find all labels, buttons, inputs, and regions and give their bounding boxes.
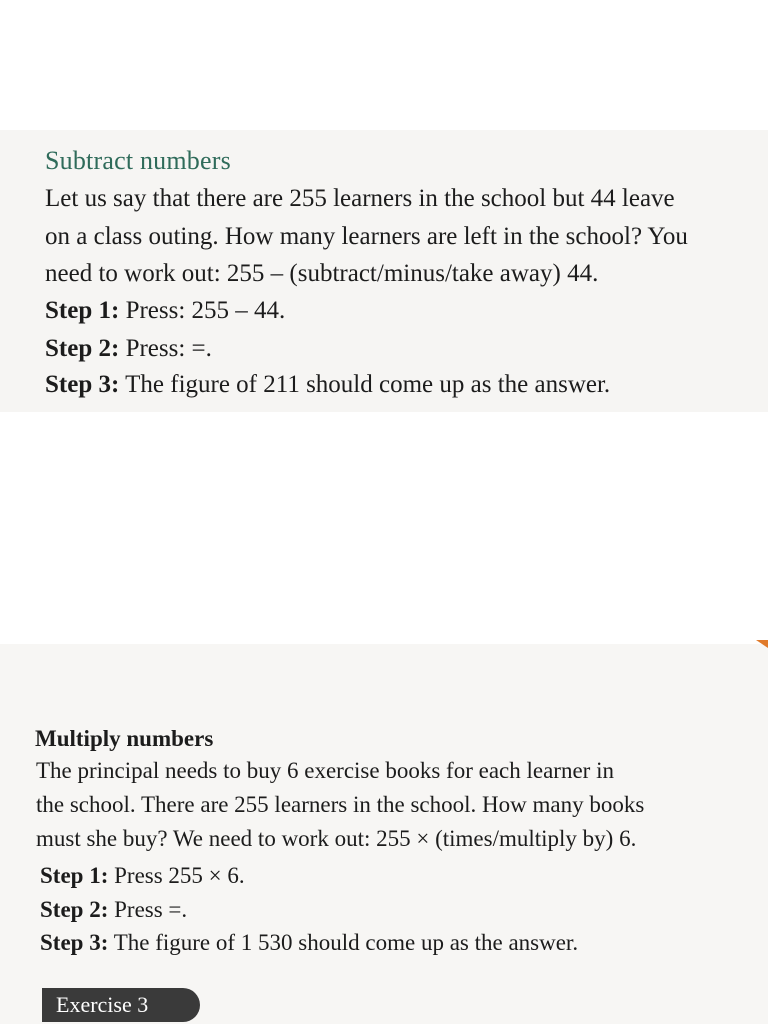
step-label: Step 1: (45, 297, 120, 324)
multiply-heading: Multiply numbers (35, 726, 214, 751)
step-label: Step 2: (45, 335, 120, 362)
exercise-tab: Exercise 3 (42, 988, 200, 1022)
corner-mark-icon (756, 640, 768, 648)
subtract-paragraph-line-1: Let us say that there are 255 learners in the school but 44 leave (45, 185, 675, 212)
multiply-paragraph-line-3: must she buy? We need to work out: 255 × (times/multiply by) 6. (36, 826, 637, 851)
step-text: The figure of 211 should come up as the answer. (125, 371, 611, 398)
step-label: Step 2: (40, 897, 109, 922)
blank-gap (0, 412, 768, 644)
step-label: Step 3: (40, 930, 109, 955)
multiply-step-1 (40, 864, 245, 887)
subtract-step-2 (45, 336, 212, 361)
subtract-heading: Subtract numbers (45, 146, 231, 175)
multiply-step-2 (40, 898, 187, 921)
top-blank-area (0, 0, 768, 130)
multiply-paragraph-line-1: The principal needs to buy 6 exercise books for each learner in (36, 758, 614, 783)
step-text: The figure of 1 530 should come up as the answer. (113, 930, 579, 955)
subtract-paragraph-line-2: on a class outing. How many learners are left in the school? You (45, 223, 688, 250)
subtract-step-1 (45, 298, 285, 323)
multiply-paragraph-line-2: the school. There are 255 learners in the school. How many books (36, 792, 645, 817)
step-text: Press: =. (125, 335, 212, 362)
subtract-step-3 (45, 372, 610, 397)
step-text: Press: 255 – 44. (125, 297, 286, 324)
subtract-paragraph-line-3: need to work out: 255 – (subtract/minus/take away) 44. (45, 260, 599, 287)
step-label: Step 3: (45, 371, 120, 398)
step-label: Step 1: (40, 863, 109, 888)
step-text: Press 255 × 6. (114, 863, 245, 888)
step-text: Press =. (114, 897, 188, 922)
multiply-step-3 (40, 931, 578, 954)
